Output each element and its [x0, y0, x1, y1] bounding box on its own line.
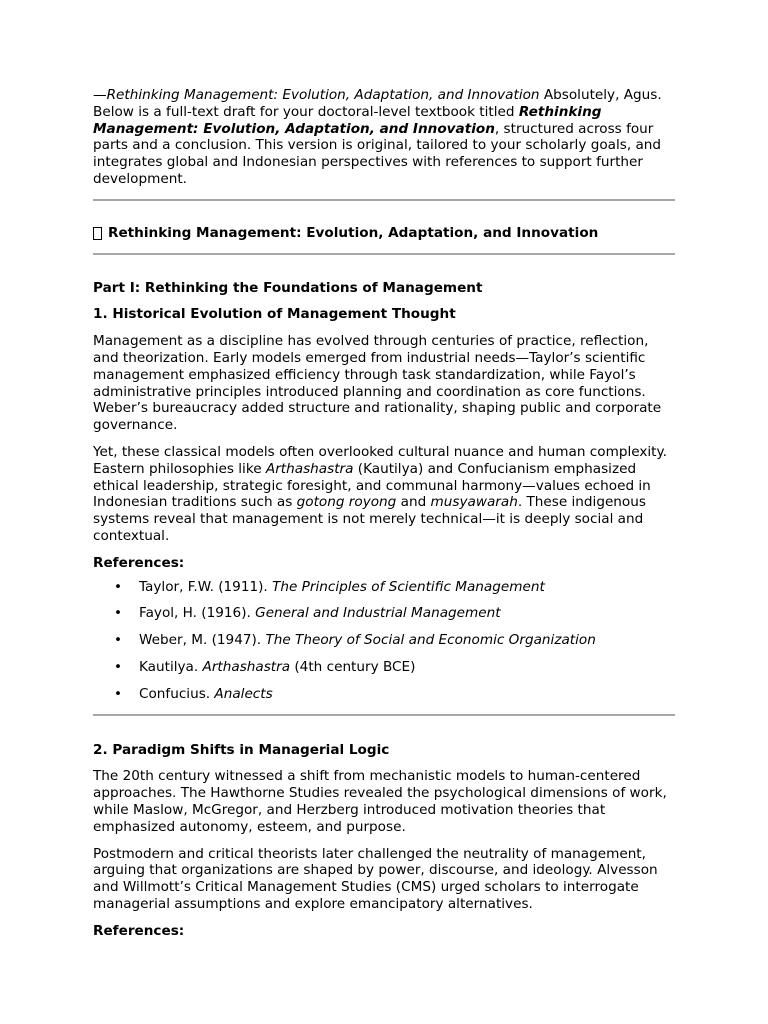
- reference-item: [93, 632, 675, 649]
- book-title-heading: [93, 225, 675, 242]
- reference-tail: (4th century BCE): [290, 658, 416, 675]
- reference-title: General and Industrial Management: [255, 605, 501, 622]
- italic-term: gotong royong: [296, 494, 397, 511]
- book-title: Rethinking Management: Evolution, Adaptation, and Innovation: [108, 224, 599, 241]
- text-run: (Kautilya) and Confucianism emphasized ethical leadership, strategic foresight, and communal harmony—values echoed in Indonesian traditions such as: [93, 460, 651, 511]
- section-heading: 1. Historical Evolution of Management Thought: [93, 306, 456, 323]
- body-paragraph: Management as a discipline has evolved through centuries of practice, reflection, and theorization. Early models emerged from industrial needs—Taylor’s scientific management emphasized efficiency through task standardization, while Fayol’s administrative principles introduced planning and coordination as core functions. Weber’s bureaucracy added structure and rationality, shaping public and corporate governance.: [93, 333, 662, 434]
- intro-dash-title: —Rethinking Management: Evolution, Adaptation, and Innovation: [93, 87, 540, 103]
- part-heading: Part I: Rethinking the Foundations of Management: [93, 279, 483, 296]
- italic-term: musyawarah: [430, 494, 518, 511]
- intro-text-a: Absolutely, Agus. Below is a full-text draft for your doctoral-level textbook titled: [93, 87, 662, 120]
- bullet-icon: •: [114, 632, 123, 649]
- body-paragraph: The 20th century witnessed a shift from mechanistic models to human-centered approaches. The Hawthorne Studies revealed the psychological dimensions of work, while Maslow, McGregor, and Herzberg introduced motivation theories that emphasized autonomy, esteem, and purpose.: [93, 768, 667, 835]
- italic-term: Arthashastra: [265, 460, 354, 477]
- reference-item: [93, 659, 675, 676]
- divider: [93, 253, 675, 255]
- missing-glyph-icon: [93, 227, 102, 240]
- bullet-icon: •: [114, 658, 123, 675]
- reference-title: The Theory of Social and Economic Organization: [265, 632, 596, 649]
- reference-item: [93, 579, 675, 596]
- section-heading: 2. Paradigm Shifts in Managerial Logic: [93, 741, 390, 758]
- intro-text-b: , structured across four parts and a conclusion. This version is original, tailored to your scholarly goals, and integrates global and Indonesian perspectives with references to support further development.: [93, 120, 662, 187]
- divider: [93, 714, 675, 716]
- text-run: and: [396, 494, 431, 511]
- reference-title: Analects: [214, 685, 273, 702]
- bullet-icon: •: [114, 605, 123, 622]
- document-page: [93, 87, 675, 939]
- reference-title: The Principles of Scientific Management: [272, 578, 545, 595]
- references-list: [93, 579, 675, 703]
- text-run: Yet, these classical models often overlooked cultural nuance and human complexity. Eastern philosophies like: [93, 443, 667, 477]
- reference-author: Kautilya.: [139, 658, 203, 675]
- body-paragraph: Postmodern and critical theorists later challenged the neutrality of management, arguing that organizations are shaped by power, discourse, and ideology. Alvesson and Willmott’s Critical Management Studies (CMS) urged scholars to interrogate managerial assumptions and explore emancipatory alternatives.: [93, 845, 658, 912]
- references-label: References:: [93, 922, 185, 939]
- text-run: . These indigenous systems reveal that management is not merely technical—it is deeply social and contextual.: [93, 494, 646, 544]
- reference-author: Confucius.: [139, 685, 215, 702]
- reference-item: [93, 686, 675, 703]
- bullet-icon: •: [114, 685, 123, 702]
- reference-item: [93, 605, 675, 622]
- reference-author: Fayol, H. (1916).: [139, 605, 256, 622]
- divider: [93, 199, 675, 201]
- reference-title: Arthashastra: [202, 658, 291, 675]
- reference-author: Taylor, F.W. (1911).: [139, 578, 273, 595]
- body-paragraph: [93, 444, 675, 545]
- reference-author: Weber, M. (1947).: [139, 632, 266, 649]
- bullet-icon: •: [114, 578, 123, 595]
- intro-bold-title: Rethinking Management: Evolution, Adaptation, and Innovation: [93, 103, 602, 137]
- intro-paragraph: [93, 87, 675, 188]
- references-label: References:: [93, 554, 185, 571]
